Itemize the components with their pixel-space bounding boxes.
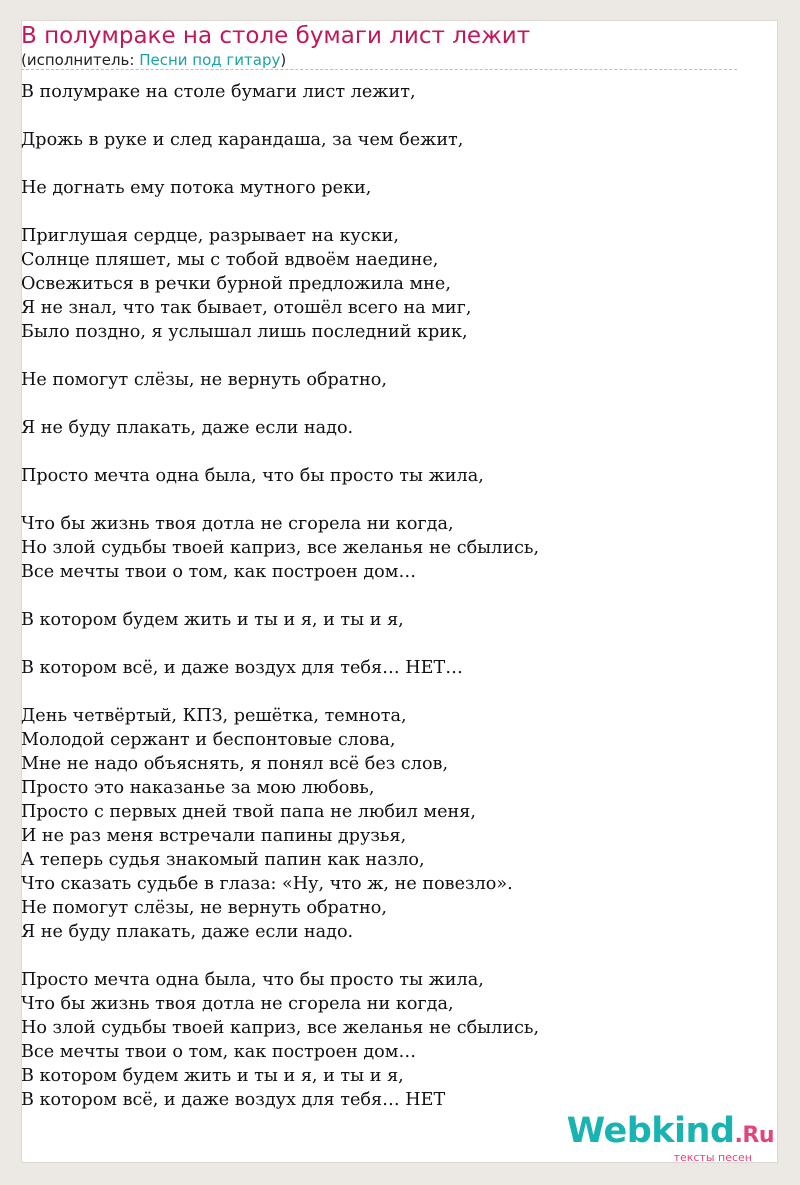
lyric-line: Солнце пляшет, мы с тобой вдвоём наедине,: [21, 250, 439, 270]
logo-wordmark: [567, 1113, 774, 1154]
lyric-line: Просто с первых дней твой папа не любил меня,: [21, 802, 476, 822]
stanza-gap: [21, 680, 741, 704]
stanza-gap: [21, 392, 741, 416]
lyric-line: Что сказать судьбе в глаза: «Ну, что ж, не повезло».: [21, 874, 513, 894]
lyric-line: И не раз меня встречали папины друзья,: [21, 826, 407, 846]
stanza-gap: [21, 488, 741, 512]
lyric-line: Что бы жизнь твоя дотла не сгорела ни когда,: [21, 514, 454, 534]
lyric-line: Но злой судьбы твоей каприз, все желанья не сбылись,: [21, 538, 540, 558]
logo-name: Webkind: [566, 1111, 735, 1151]
lyric-line: Просто мечта одна была, что бы просто ты жила,: [21, 970, 484, 990]
lyric-line: В полумраке на столе бумаги лист лежит,: [21, 82, 416, 102]
logo-tld: .Ru: [734, 1123, 774, 1148]
performer-line: [21, 50, 286, 70]
lyric-line: День четвёртый, КПЗ, решётка, темнота,: [21, 706, 407, 726]
performer-suffix: ): [280, 51, 287, 69]
lyrics-text: [21, 80, 741, 1112]
lyric-line: Все мечты твои о том, как построен дом…: [21, 562, 417, 582]
lyric-line: Все мечты твои о том, как построен дом…: [21, 1042, 417, 1062]
lyric-line: Было поздно, я услышал лишь последний крик,: [21, 322, 468, 342]
lyric-line: Приглушая сердце, разрывает на куски,: [21, 226, 399, 246]
lyric-line: Не помогут слёзы, не вернуть обратно,: [21, 898, 387, 918]
stanza-gap: [21, 944, 741, 968]
stanza-gap: [21, 584, 741, 608]
lyric-line: Не догнать ему потока мутного реки,: [21, 178, 372, 198]
stanza-gap: [21, 344, 741, 368]
lyric-line: Что бы жизнь твоя дотла не сгорела ни когда,: [21, 994, 454, 1014]
stanza-gap: [21, 152, 741, 176]
lyric-line: Не помогут слёзы, не вернуть обратно,: [21, 370, 387, 390]
lyric-line: Мне не надо объяснять, я понял всё без слов,: [21, 754, 449, 774]
lyric-line: Дрожь в руке и след карандаша, за чем бежит,: [21, 130, 464, 150]
lyric-line: Молодой сержант и беспонтовые слова,: [21, 730, 396, 750]
lyric-line: Я не буду плакать, даже если надо.: [21, 922, 354, 942]
lyric-line: Но злой судьбы твоей каприз, все желанья не сбылись,: [21, 1018, 540, 1038]
lyric-line: В котором всё, и даже воздух для тебя… НЕТ: [21, 1090, 446, 1110]
lyric-line: Я не буду плакать, даже если надо.: [21, 418, 354, 438]
lyric-line: Я не знал, что так бывает, отошёл всего на миг,: [21, 298, 472, 318]
lyric-line: В котором будем жить и ты и я, и ты и я,: [21, 610, 404, 630]
dashed-divider: [21, 69, 737, 70]
lyric-line: Освежиться в речки бурной предложила мне,: [21, 274, 451, 294]
lyric-line: Просто мечта одна была, что бы просто ты жила,: [21, 466, 484, 486]
song-title: В полумраке на столе бумаги лист лежит: [21, 23, 531, 49]
stanza-gap: [21, 104, 741, 128]
logo-tagline: тексты песен: [673, 1151, 752, 1164]
lyric-line: Просто это наказанье за мою любовь,: [21, 778, 375, 798]
performer-link[interactable]: Песни под гитару: [139, 51, 281, 69]
stanza-gap: [21, 200, 741, 224]
lyric-line: А теперь судья знакомый папин как назло,: [21, 850, 425, 870]
lyric-line: В котором будем жить и ты и я, и ты и я,: [21, 1066, 404, 1086]
performer-prefix: (исполнитель:: [21, 51, 140, 69]
site-logo[interactable]: [567, 1113, 774, 1164]
stanza-gap: [21, 632, 741, 656]
stanza-gap: [21, 440, 741, 464]
lyric-line: В котором всё, и даже воздух для тебя… НЕТ…: [21, 658, 463, 678]
